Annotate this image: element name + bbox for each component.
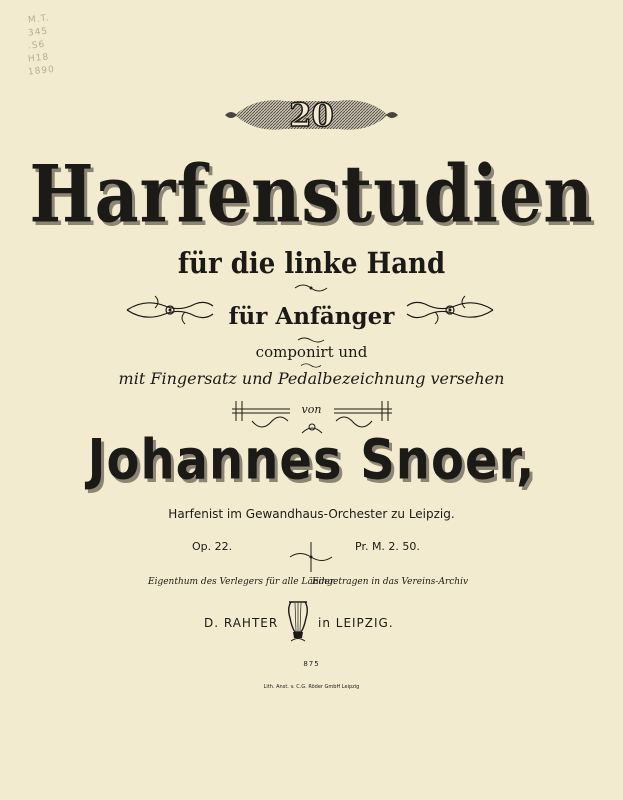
pencil-line: M.T. <box>27 13 51 26</box>
fingering-line: mit Fingersatz und Pedalbezeichnung versehen <box>118 369 505 388</box>
pencil-line: 345 <box>27 26 49 39</box>
composed-line: componirt und <box>255 343 368 361</box>
opus-number: Op. 22. <box>192 540 233 553</box>
main-title: Harfenstudien <box>29 149 594 241</box>
publisher-name: D. RAHTER <box>204 616 279 630</box>
composer-role: Harfenist im Gewandhaus-Orchester zu Leipzig. <box>168 507 455 521</box>
plate-number: 875 <box>303 660 320 668</box>
pencil-line: .S6 <box>27 39 46 52</box>
opus-count: 20 <box>289 96 334 134</box>
publisher-city: in LEIPZIG. <box>318 616 394 630</box>
printer-credit: Lith. Anst. v. C.G. Röder GmbH Leipzig <box>263 684 360 690</box>
flourish-cross-icon <box>288 542 334 572</box>
flourish-top-icon <box>293 282 329 294</box>
price: Pr. M. 2. 50. <box>355 540 420 553</box>
subtitle: für die linke Hand <box>177 247 446 281</box>
audience: für Anfänger <box>228 303 395 330</box>
composer-name: Johannes Snoer, <box>87 427 536 493</box>
rights-notice: Eigenthum des Verlegers für alle Länder. <box>148 577 336 587</box>
pencil-line: 1890 <box>27 64 56 78</box>
pencil-line: H18 <box>27 52 50 65</box>
lyre-icon <box>285 598 311 644</box>
flourish-tiny-icon <box>300 362 322 369</box>
number-plate <box>225 93 398 137</box>
pencil-shelfmark <box>28 12 78 77</box>
registration-notice: Eingetragen in das Vereins-Archiv <box>312 577 469 587</box>
by-label: von <box>301 403 322 416</box>
